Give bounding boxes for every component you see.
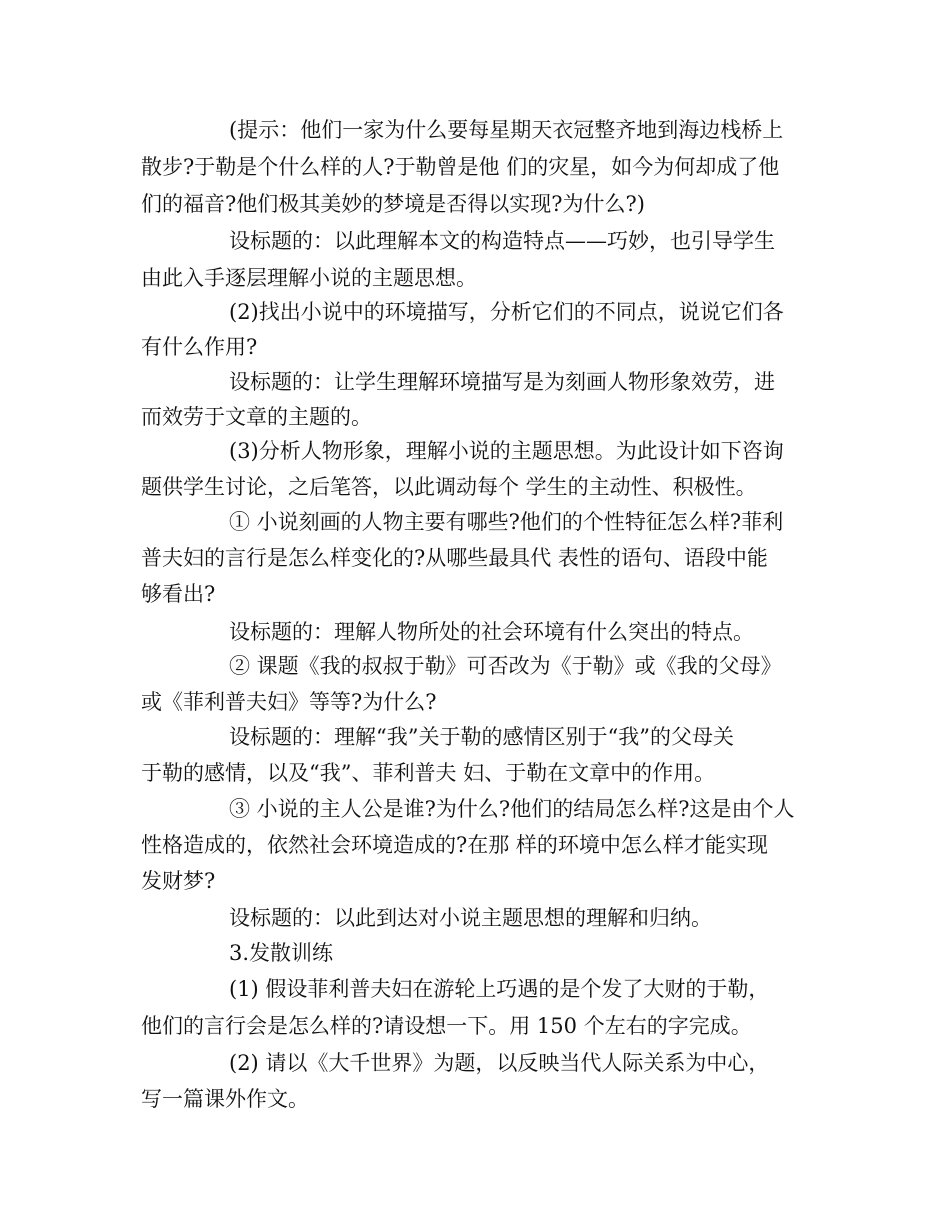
text-line: 设标题的：以此理解本文的构造特点——巧妙，也引导学生 <box>229 229 775 253</box>
text-line: 性格造成的，依然社会环境造成的?在那 样的环境中怎么样才能实现 <box>141 833 768 857</box>
text-line: (1) 假设菲利普夫妇在游轮上巧遇的是个发了大财的于勒， <box>229 977 770 1001</box>
text-line: 够看出? <box>141 582 216 606</box>
text-line: 发财梦? <box>141 869 216 893</box>
text-line: 普夫妇的言行是怎么样变化的?从哪些最具代 表性的语句、语段中能 <box>141 546 768 570</box>
text-line: 于勒的感情，以及“我”、菲利普夫 妇、于勒在文章中的作用。 <box>141 761 716 785</box>
text-line: 或《菲利普夫妇》等等?为什么? <box>141 690 437 714</box>
text-line: 有什么作用? <box>141 335 258 359</box>
text-line: ① 小说刻画的人物主要有哪些?他们的个性特征怎么样?菲利 <box>229 510 784 534</box>
text-line: 写一篇课外作文。 <box>141 1087 309 1111</box>
text-line: (2)找出小说中的环境描写，分析它们的不同点，说说它们各 <box>229 300 784 324</box>
text-line: 由此入手逐层理解小说的主题思想。 <box>141 266 477 290</box>
text-line: 们的福音?他们极其美妙的梦境是否得以实现?为什么?) <box>141 192 645 216</box>
text-line: (提示：他们一家为什么要每星期天衣冠整齐地到海边栈桥上 <box>229 118 784 142</box>
text-line: 设标题的：让学生理解环境描写是为刻画人物形象效劳，进 <box>229 370 775 394</box>
text-line: (2) 请以《大千世界》为题，以反映当代人际关系为中心， <box>229 1051 770 1075</box>
text-line: 设标题的：理解人物所处的社会环境有什么突出的特点。 <box>229 620 754 644</box>
text-line: 题供学生讨论，之后笔答，以此调动每个 学生的主动性、积极性。 <box>141 475 757 499</box>
text-line: 设标题的：以此到达对小说主题思想的理解和归纳。 <box>229 906 712 930</box>
section-heading: 3.发散训练 <box>229 941 334 965</box>
text-line: 散步?于勒是个什么样的人?于勒曾是他 们的灾星，如今为何却成了他 <box>141 155 780 179</box>
text-line: 他们的言行会是怎么样的?请设想一下。用 150 个左右的字完成。 <box>141 1014 752 1038</box>
text-line: ③ 小说的主人公是谁?为什么?他们的结局怎么样?这是由个人 <box>229 797 795 821</box>
text-line: (3)分析人物形象，理解小说的主题思想。为此设计如下咨询 <box>229 439 784 463</box>
text-line: 设标题的：理解“我”关于勒的感情区别于“我”的父母关 <box>229 725 734 749</box>
text-line: 而效劳于文章的主题的。 <box>141 405 372 429</box>
text-line: ② 课题《我的叔叔于勒》可否改为《于勒》或《我的父母》 <box>229 654 782 678</box>
